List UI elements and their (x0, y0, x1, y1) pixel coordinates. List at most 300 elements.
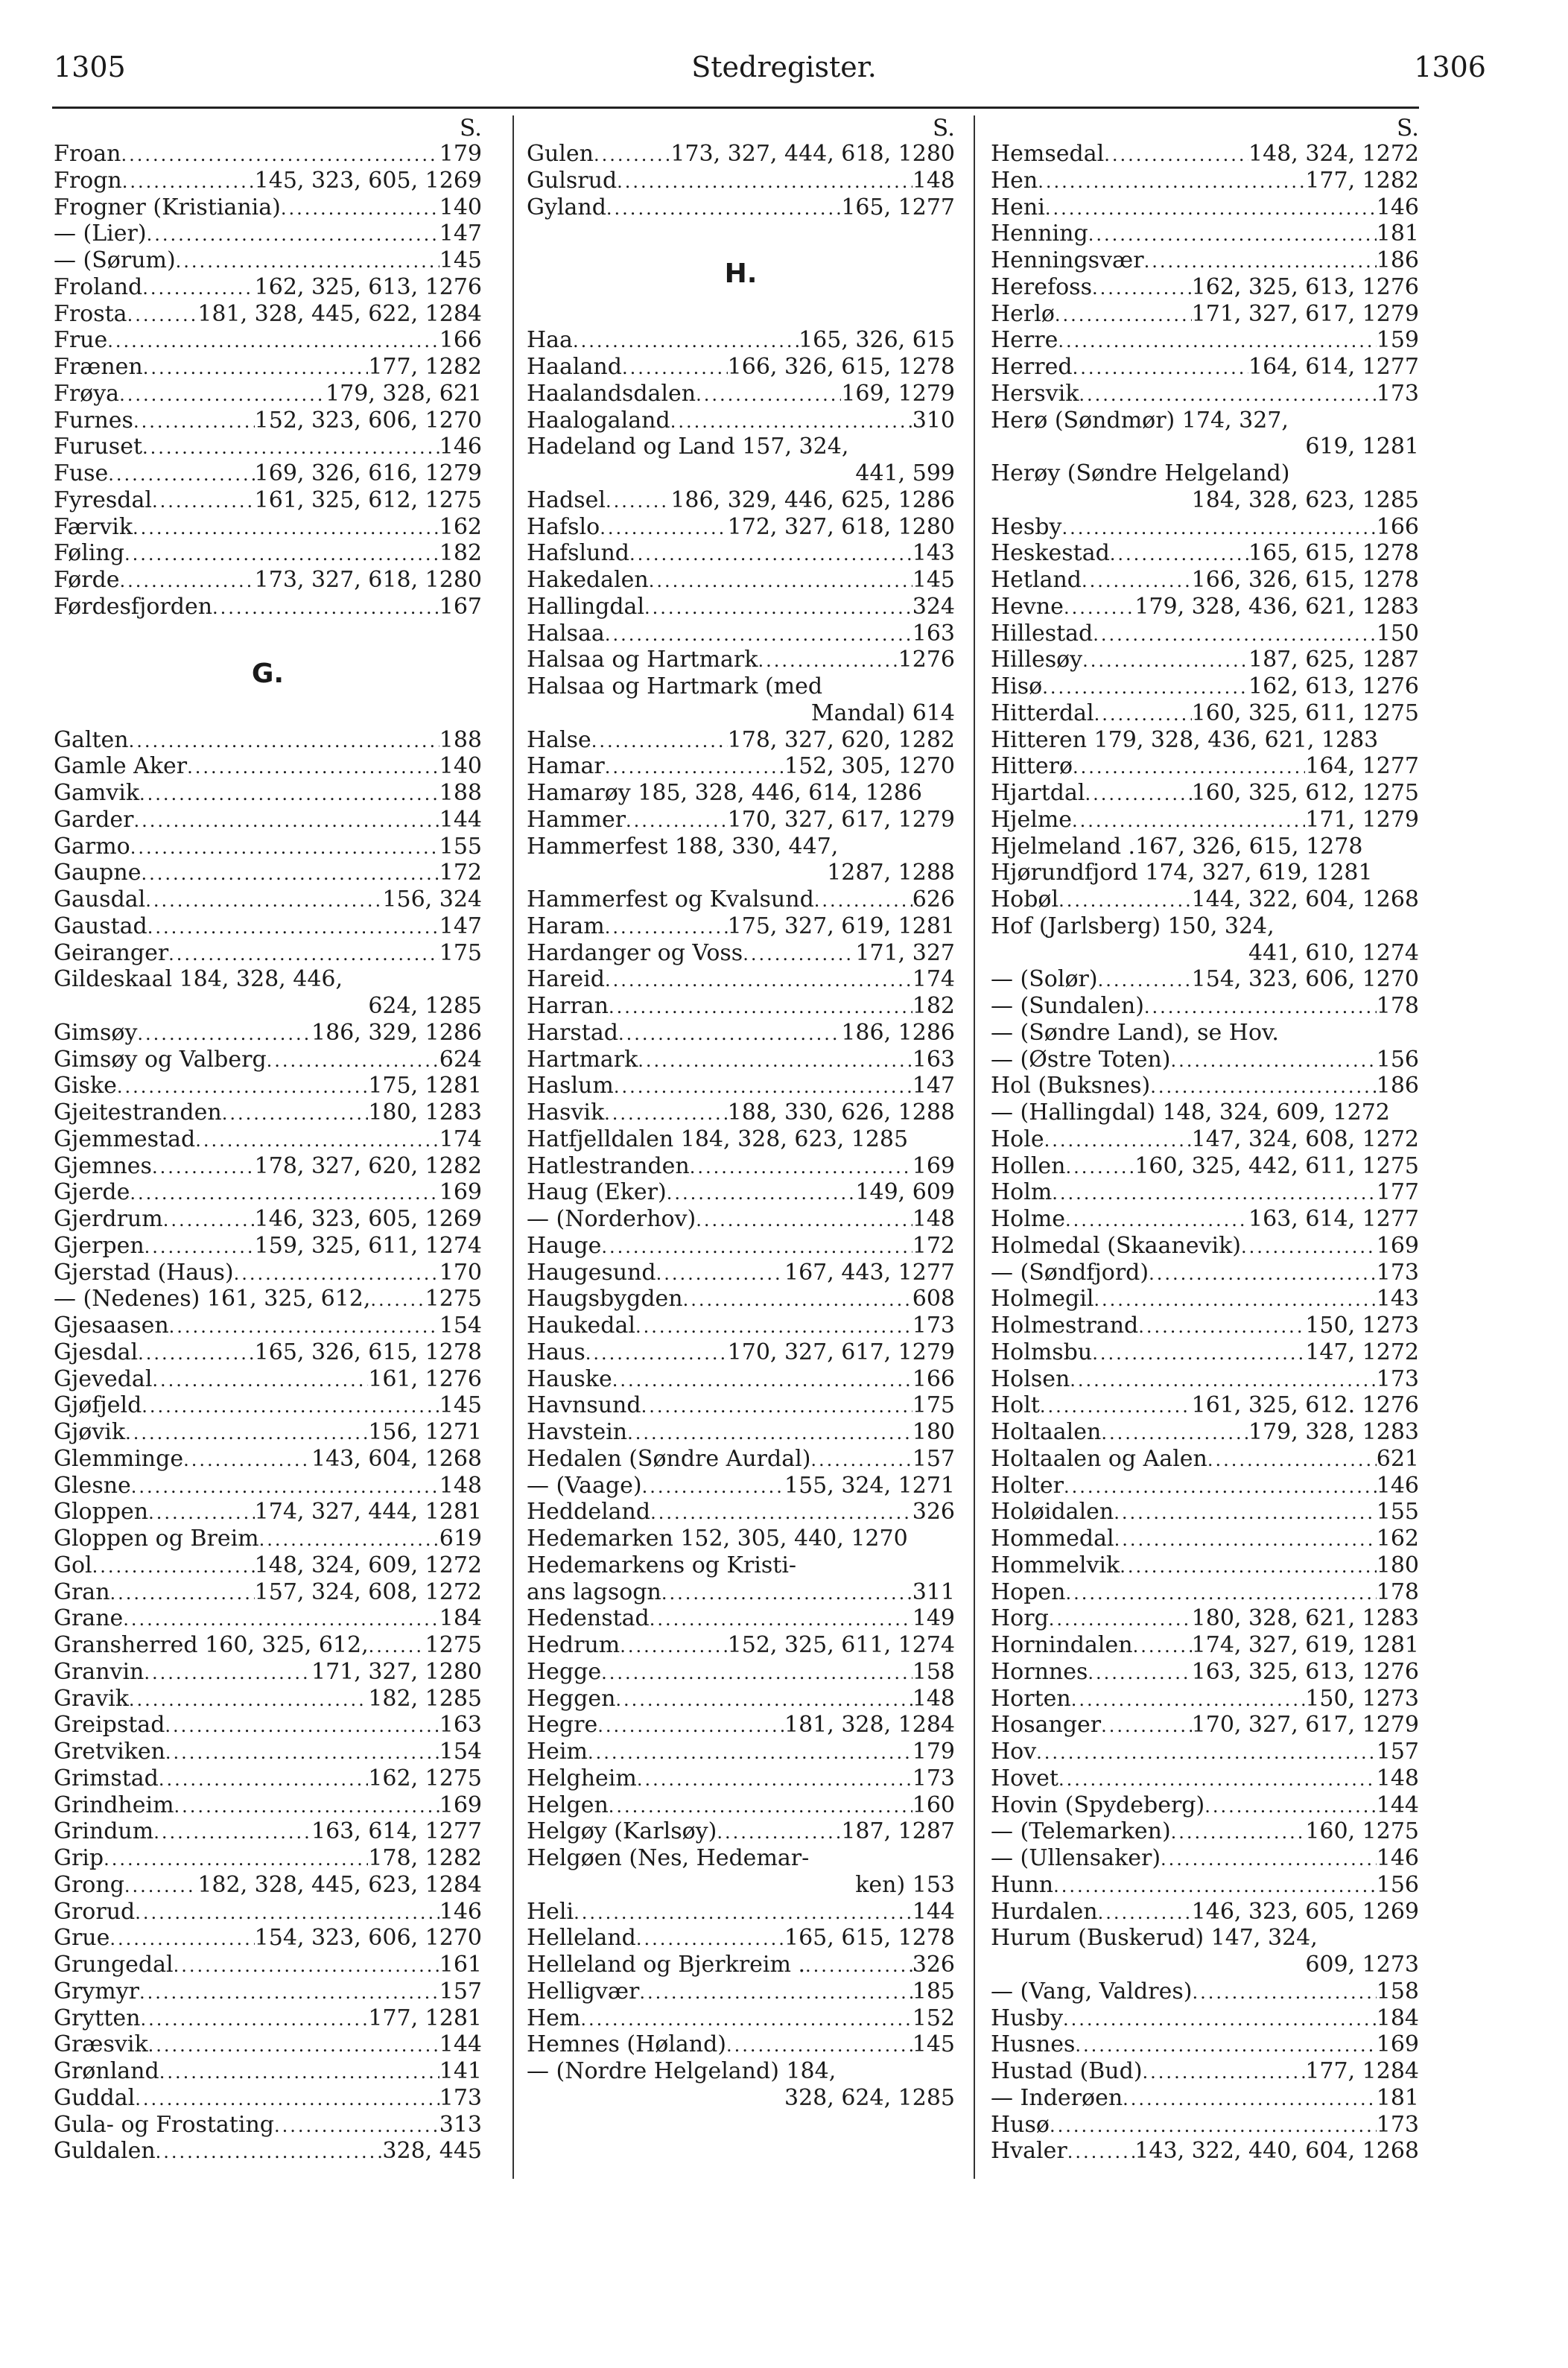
page-references: 145 (439, 1392, 482, 1419)
index-entry (991, 1073, 1419, 1099)
page-references: 173 (1376, 1259, 1419, 1286)
index-entry (54, 1179, 482, 1206)
index-entry (527, 1739, 955, 1765)
place-name: — (Nedenes) 161, 325, 612, (54, 1286, 371, 1312)
page-references: 163 (439, 1712, 482, 1739)
dot-leader (1241, 1234, 1377, 1260)
page-references: 148 (912, 1206, 955, 1232)
entry-continuation: 1287, 1288 (827, 860, 955, 886)
place-name: Haalandsdalen (527, 380, 696, 407)
index-entry (991, 247, 1419, 274)
place-name: Haus (527, 1339, 585, 1365)
place-name: Hjelmeland .167, 326, 615, 1278 (991, 833, 1363, 860)
entry-continuation: 328, 624, 1285 (784, 2084, 955, 2111)
dot-leader (605, 915, 728, 940)
page-references: 177 (1376, 1179, 1419, 1206)
page-references: 173 (1376, 2111, 1419, 2138)
index-entry (527, 1047, 955, 1073)
place-name: Helligvær (527, 1978, 640, 2004)
page-references: 174, 327, 619, 1281 (1191, 1632, 1419, 1658)
place-name: — (Hallingdal) 148, 324, 609, 1272 (991, 1099, 1390, 1126)
dot-leader (141, 861, 439, 886)
index-entry (991, 1153, 1419, 1180)
place-name: Helleland og Bjerkreim . (527, 1952, 806, 1978)
index-entry (54, 1792, 482, 1819)
index-entry (527, 1099, 955, 1126)
page-references: 170, 327, 617, 1279 (727, 1339, 955, 1365)
page-references: 324 (912, 593, 955, 620)
index-column-3 (991, 115, 1419, 2165)
index-entry (991, 1659, 1419, 1686)
page-references: 152, 305, 1270 (784, 753, 955, 780)
dot-leader (606, 196, 841, 221)
index-entry (991, 301, 1419, 328)
page-references: 167 (439, 593, 482, 620)
dot-leader (1052, 1181, 1376, 1206)
index-entry (527, 753, 955, 780)
page-references: 179 (439, 141, 482, 167)
page-references: 162, 613, 1276 (1248, 673, 1419, 699)
dot-leader (1070, 1368, 1376, 1393)
page-references: 172 (912, 1232, 955, 1259)
place-name: Holmsbu (991, 1339, 1093, 1365)
place-name: Galten (54, 726, 129, 753)
dot-leader (143, 355, 369, 381)
index-entry (54, 1925, 482, 1952)
dot-leader (139, 781, 439, 807)
place-name: — (Sørum) (54, 247, 176, 273)
index-entry (54, 1473, 482, 1499)
index-entry (54, 301, 482, 328)
index-entry (54, 567, 482, 594)
page-references: 608 (912, 1286, 955, 1312)
page-references: 1275 (425, 1632, 482, 1658)
page-references: 161 (439, 1952, 482, 1978)
dot-leader (606, 489, 670, 514)
place-name: Heddeland (527, 1499, 651, 1526)
place-name: — (Norderhov) (527, 1206, 696, 1232)
dot-leader (1094, 702, 1192, 727)
index-entry (527, 1339, 955, 1366)
dot-leader (130, 1181, 439, 1206)
index-entry (54, 381, 482, 407)
place-name: Hopen (991, 1578, 1066, 1605)
place-name: Hedemarkens og Kristi- (527, 1552, 797, 1578)
place-name: Holmestrand (991, 1312, 1139, 1339)
place-name: Hammerfest og Kvalsund (527, 886, 814, 912)
place-name: Gjesdal (54, 1339, 139, 1365)
page-references: 626 (912, 886, 955, 912)
index-entry (991, 2058, 1419, 2085)
page-references: 175, 1281 (368, 1073, 482, 1099)
page-references: 173 (1376, 1365, 1419, 1392)
place-name: Hovet (991, 1765, 1058, 1791)
index-entry (527, 993, 955, 1020)
place-name: Hasvik (527, 1099, 605, 1126)
place-name: Haugsbygden (527, 1286, 683, 1312)
dot-leader (1038, 169, 1305, 194)
page-references: 143 (1376, 1286, 1419, 1312)
dot-leader (259, 1527, 439, 1552)
dot-leader (1171, 1048, 1377, 1073)
index-entry (54, 2085, 482, 2112)
place-name: Grindheim (54, 1791, 174, 1818)
dot-leader (1049, 1607, 1192, 1632)
dot-leader (147, 915, 439, 940)
index-entry (54, 274, 482, 301)
dot-leader (222, 1101, 369, 1126)
place-name: Hedrum (527, 1632, 620, 1658)
place-name: Gloppen og Breim (54, 1526, 259, 1552)
place-name: Hakedalen (527, 567, 649, 593)
dot-leader (758, 648, 898, 673)
index-entry (54, 2138, 482, 2165)
page-references: 170 (439, 1259, 482, 1286)
page-references: 326 (912, 1952, 955, 1978)
page-references: 162, 325, 613, 1276 (254, 273, 482, 300)
dot-leader (281, 196, 439, 221)
index-entry (527, 1632, 955, 1659)
index-entry (527, 1312, 955, 1339)
page-references: 159 (1376, 327, 1419, 354)
dot-leader (129, 1687, 368, 1712)
index-entry (527, 381, 955, 407)
place-name: — (Nordre Helgeland) 184, (527, 2058, 837, 2084)
index-entry (527, 1792, 955, 1819)
page-references: 162, 325, 613, 1276 (1191, 273, 1419, 300)
dot-leader (144, 1660, 311, 1686)
index-entry (527, 1366, 955, 1393)
place-name: Grytten (54, 2004, 141, 2031)
dot-leader (152, 1368, 368, 1393)
index-entry (54, 1126, 482, 1153)
dot-leader (1101, 1713, 1192, 1739)
page-references: 169 (439, 1791, 482, 1818)
dot-leader (121, 142, 439, 168)
right-page-number: 1306 (1414, 51, 1486, 83)
place-name: — (Vaage) (527, 1472, 642, 1499)
index-entry (991, 168, 1419, 194)
index-entry (527, 1206, 955, 1233)
dot-leader (117, 1074, 368, 1099)
index-entry (54, 1206, 482, 1233)
page-references: 621 (1376, 1445, 1419, 1472)
dot-leader (609, 1794, 912, 1819)
dot-leader (140, 2007, 368, 2032)
index-entry (991, 2005, 1419, 2032)
page-references: 173 (912, 1312, 955, 1339)
place-name: Granvin (54, 1658, 145, 1685)
place-name: Gjemmestad (54, 1126, 196, 1152)
dot-leader (159, 2060, 439, 2085)
page-references: 169 (912, 1152, 955, 1179)
place-name: Gimsøy og Valberg (54, 1046, 267, 1073)
dot-leader (585, 1341, 728, 1366)
index-entry (527, 1233, 955, 1260)
place-name: Gjeitestranden (54, 1099, 222, 1126)
dot-leader (187, 755, 439, 780)
index-entry (991, 1792, 1419, 1819)
page-references: 145, 323, 605, 1269 (254, 167, 482, 194)
index-entry (991, 1872, 1419, 1899)
place-name: Hollen (991, 1152, 1066, 1179)
entry-continuation: ken) 153 (855, 1871, 955, 1898)
place-name: Gula- og Frostating (54, 2111, 274, 2138)
index-entry (991, 407, 1419, 434)
index-entry (527, 434, 955, 460)
dot-leader (142, 276, 254, 301)
index-entry (991, 594, 1419, 620)
page-references: 146 (439, 434, 482, 460)
page-references: 145 (439, 247, 482, 273)
page-references: 186 (1376, 1073, 1419, 1099)
index-entry (54, 540, 482, 567)
section-letter: G. (251, 658, 285, 689)
page-references: 147, 1272 (1305, 1339, 1419, 1365)
dot-leader (135, 2086, 439, 2112)
entry-continuation: 619, 1281 (1305, 434, 1419, 460)
page-references: 186, 329, 446, 625, 1286 (670, 486, 955, 513)
dot-leader (124, 1873, 197, 1899)
index-entry (991, 2085, 1419, 2112)
index-entry (527, 567, 955, 594)
place-name: Hjørundfjord 174, 327, 619, 1281 (991, 860, 1373, 886)
index-entry (991, 514, 1419, 541)
place-name: Hedalen (Søndre Aurdal) (527, 1445, 811, 1472)
page-references: 179 (912, 1739, 955, 1765)
section-letter: H. (724, 258, 758, 290)
index-entry (991, 780, 1419, 807)
dot-leader (615, 1687, 912, 1712)
dot-leader (1082, 568, 1192, 594)
index-entry (54, 913, 482, 940)
place-name: — (Lier) (54, 220, 147, 247)
dot-leader (130, 835, 439, 860)
dot-leader (591, 729, 728, 754)
dot-leader (620, 1634, 727, 1659)
place-name: Furnes (54, 407, 133, 434)
dot-leader (626, 808, 728, 834)
place-name: Helleland (527, 1925, 636, 1952)
index-entry (527, 940, 955, 967)
place-name: Gretviken (54, 1739, 165, 1765)
column-divider (512, 115, 514, 2179)
index-entry (527, 807, 955, 834)
page-references: 154 (439, 1312, 482, 1339)
page-references: 169, 1279 (841, 380, 955, 407)
index-entry (527, 1446, 955, 1473)
dot-leader (1123, 2086, 1377, 2112)
page-references: 171, 327, 1280 (311, 1658, 482, 1685)
index-entry (54, 1153, 482, 1180)
page-references: 172, 327, 618, 1280 (727, 513, 955, 540)
page-references: 157 (1376, 1739, 1419, 1765)
index-entry (991, 993, 1419, 1020)
index-entry (527, 194, 955, 221)
dot-leader (1192, 1980, 1376, 2005)
left-page-number: 1305 (54, 51, 126, 83)
page-references: 181, 328, 445, 622, 1284 (197, 300, 482, 327)
page-references: 178 (1376, 1578, 1419, 1605)
dot-leader (743, 942, 855, 967)
page-references: 141 (439, 2058, 482, 2084)
place-name: Hartmark (527, 1046, 638, 1073)
dot-leader (1114, 1527, 1377, 1552)
page-references: 182 (439, 540, 482, 567)
dot-leader (110, 1581, 255, 1606)
dot-leader (609, 994, 912, 1020)
place-name: Horten (991, 1685, 1071, 1712)
page-references: 311 (912, 1578, 955, 1605)
index-entry (527, 594, 955, 620)
place-name: Gaupne (54, 860, 142, 886)
place-name: Gjerde (54, 1179, 130, 1206)
page-references: 154 (439, 1739, 482, 1765)
dot-leader (370, 1287, 425, 1312)
index-entry (991, 1845, 1419, 1872)
place-name: Holt (991, 1392, 1040, 1419)
place-name: — (Vang, Valdres) (991, 1978, 1193, 2004)
page-references: 157 (912, 1445, 955, 1472)
dot-leader (1138, 1314, 1305, 1339)
place-name: Hersvik (991, 380, 1079, 407)
place-name: Guddal (54, 2084, 136, 2111)
dot-leader (1036, 1740, 1377, 1765)
page-references: 163 (912, 1046, 955, 1073)
page-references: 162 (439, 513, 482, 540)
index-entry (991, 354, 1419, 381)
dot-leader (1143, 2060, 1306, 2085)
dot-leader (142, 435, 439, 460)
index-entry (527, 1712, 955, 1739)
place-name: Hardanger og Voss (527, 939, 743, 966)
page-references: 313 (439, 2111, 482, 2138)
page-references: 140 (439, 194, 482, 220)
dot-leader (601, 1660, 912, 1686)
dot-leader (1114, 1500, 1377, 1526)
page-references: 175, 327, 619, 1281 (727, 912, 955, 939)
dot-leader (601, 1234, 912, 1260)
place-name: — (Sundalen) (991, 993, 1144, 1019)
page-references: 181, 328, 1284 (784, 1712, 955, 1739)
dot-leader (605, 622, 912, 647)
index-entry (54, 2112, 482, 2139)
place-name: Haa (527, 327, 573, 354)
dot-leader (1067, 2139, 1135, 2165)
page-references: 148 (912, 1685, 955, 1712)
index-entry (54, 594, 482, 620)
dot-leader (639, 1980, 912, 2005)
index-entry (527, 1899, 955, 1926)
dot-leader (174, 1953, 439, 1978)
place-name: Hem (527, 2004, 581, 2031)
dot-leader (580, 2007, 912, 2032)
dot-leader (1204, 1794, 1377, 1819)
place-name: Hisø (991, 673, 1043, 699)
index-entry (527, 1526, 955, 1552)
dot-leader (139, 1980, 439, 2005)
place-name: Gjøvik (54, 1419, 126, 1445)
index-entry (527, 1392, 955, 1419)
page-references: 152, 325, 611, 1274 (727, 1632, 955, 1658)
page-references: 185 (912, 1978, 955, 2004)
dot-leader (637, 1767, 912, 1792)
index-entry (991, 1233, 1419, 1260)
page-references: 187, 1287 (841, 1818, 955, 1845)
place-name: Frosta (54, 300, 127, 327)
page-references: 146 (1376, 1845, 1419, 1871)
place-name: Hemnes (Høland) (527, 2031, 727, 2058)
index-entry (991, 1312, 1419, 1339)
index-entry (54, 168, 482, 194)
dot-leader (605, 968, 912, 993)
place-name: Husnes (991, 2031, 1076, 2058)
place-name: Guldalen (54, 2138, 156, 2165)
place-name: Hauge (527, 1232, 602, 1259)
place-name: Glesne (54, 1472, 131, 1499)
index-entry (54, 1286, 482, 1312)
index-entry (527, 1126, 955, 1153)
page-references: 146, 323, 605, 1269 (254, 1206, 482, 1232)
dot-leader (148, 2033, 439, 2058)
dot-leader (168, 942, 439, 967)
page-references: 186, 329, 1286 (311, 1019, 482, 1046)
place-name: Fuse (54, 460, 109, 486)
index-entry (527, 1020, 955, 1047)
dot-leader (152, 489, 255, 514)
index-entry (991, 966, 1419, 993)
place-name: Gloppen (54, 1499, 149, 1526)
place-name: Gol (54, 1552, 92, 1578)
dot-leader (1058, 888, 1192, 913)
place-name: Grungedal (54, 1952, 174, 1978)
place-name: Holøidalen (991, 1499, 1114, 1526)
dot-leader (1207, 1447, 1377, 1473)
index-entry (527, 1579, 955, 1606)
place-name: Gamvik (54, 780, 140, 806)
place-name: Førde (54, 567, 120, 593)
dot-leader (1098, 968, 1192, 993)
page-references: 174 (439, 1126, 482, 1152)
dot-leader (127, 302, 198, 328)
dot-leader (656, 1261, 784, 1286)
index-entry (54, 487, 482, 514)
index-entry (54, 780, 482, 807)
index-entry (991, 620, 1419, 647)
place-name: Holme (991, 1206, 1066, 1232)
dot-leader (119, 382, 326, 407)
page-references: 619 (439, 1526, 482, 1552)
page-references: 163, 614, 1277 (1248, 1206, 1419, 1232)
page-references: 147, 324, 608, 1272 (1191, 1126, 1419, 1152)
dot-leader (165, 1740, 439, 1765)
index-entry (991, 1632, 1419, 1659)
place-name: — (Søndfjord) (991, 1259, 1149, 1286)
page-references: 155, 324, 1271 (784, 1472, 955, 1499)
page-references: 177, 1281 (368, 2004, 482, 2031)
dot-leader (1082, 648, 1248, 673)
dot-leader (1064, 595, 1134, 620)
dot-leader (1149, 1261, 1377, 1286)
place-name: Hatfjelldalen 184, 328, 623, 1285 (527, 1126, 909, 1152)
dot-leader (274, 2113, 439, 2139)
place-name: Grong (54, 1871, 124, 1898)
dot-leader (1044, 1128, 1192, 1153)
place-name: Herøy (Søndre Helgeland) (991, 460, 1290, 486)
dot-leader (123, 1607, 439, 1632)
place-name: Hatlestranden (527, 1152, 690, 1179)
index-entry (54, 1659, 482, 1686)
